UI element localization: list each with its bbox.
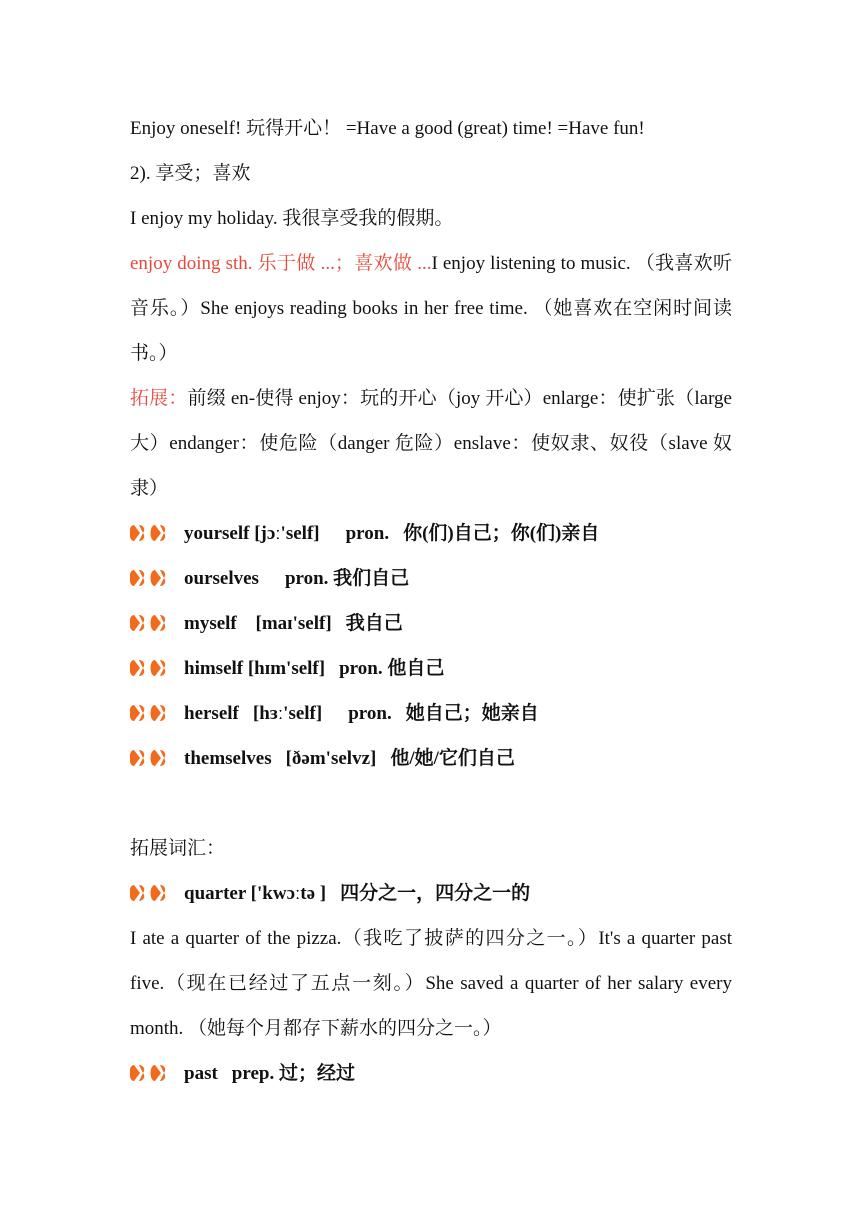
double-heart-icon — [130, 614, 184, 632]
document-body — [130, 106, 732, 1096]
text-line: Enjoy oneself! 玩得开心！ =Have a good (great) time! =Have fun! — [130, 118, 645, 139]
vocab-meaning: 她自己；她亲自 — [405, 703, 539, 724]
vocab-meaning: 我自己 — [345, 613, 403, 634]
paragraph-quarter-examples: I ate a quarter of the pizza.（我吃了披萨的四分之一。）It's a quarter past five.（现在已经过了五点一刻。）She saved a quarter of her salary every month. （她每个月都存下薪水的四分之一。） — [130, 928, 732, 1039]
vocab-entry — [130, 1051, 732, 1096]
vocab-entry — [130, 736, 732, 781]
vocab-entry — [130, 556, 732, 601]
double-heart-icon — [130, 569, 184, 587]
blank-line — [130, 781, 732, 826]
vocab-word: ourselves — [184, 568, 259, 589]
text-line: 2). 享受；喜欢 — [130, 163, 251, 184]
double-heart-icon — [130, 884, 184, 902]
vocab-pos: pron. — [345, 523, 390, 544]
vocab-meaning: 我们自己 — [333, 568, 410, 589]
vocab-entry — [130, 646, 732, 691]
vocab-phonetic: [hɜː'self] — [252, 703, 323, 724]
vocab-phonetic: [maɪ'self] — [255, 613, 332, 634]
vocab-entry — [130, 601, 732, 646]
vocab-meaning: 他/她/它们自己 — [390, 748, 515, 769]
vocab-meaning: 过；经过 — [278, 1063, 355, 1084]
paragraph-prefix-en — [130, 376, 732, 511]
double-heart-icon — [130, 704, 184, 722]
vocab-word: themselves — [184, 748, 272, 769]
vocab-word: yourself — [184, 523, 250, 544]
vocab-entry — [130, 691, 732, 736]
paragraph-text: I enjoy listening to music. （我喜欢听音乐。）She enjoys reading books in her free time. （她喜欢在空闲时间读书。） — [130, 253, 732, 364]
vocab-meaning: 你(们)自己；你(们)亲自 — [403, 523, 600, 544]
highlight-text: enjoy doing sth. 乐于做 ...；喜欢做 ... — [130, 253, 432, 274]
highlight-text: 拓展： — [130, 388, 188, 409]
section-heading: 拓展词汇： — [130, 838, 226, 859]
double-heart-icon — [130, 524, 184, 542]
vocab-word: quarter — [184, 883, 246, 904]
vocab-word: himself — [184, 658, 244, 679]
double-heart-icon — [130, 749, 184, 767]
double-heart-icon — [130, 1064, 184, 1082]
vocab-phonetic: [ðəm'selvz] — [285, 748, 377, 769]
vocab-phonetic: ['kwɔːtə ] — [250, 883, 327, 904]
paragraph-text: 前缀 en-使得 enjoy：玩的开心（joy 开心）enlarge：使扩张（large 大）endanger：使危险（danger 危险）enslave：使奴隶、奴役（slave 奴隶） — [130, 388, 732, 499]
vocab-phonetic: [hɪm'self] — [247, 658, 326, 679]
vocab-entry — [130, 511, 732, 556]
vocab-phonetic: [jɔː'self] — [254, 523, 320, 544]
vocab-entry — [130, 871, 732, 916]
vocab-word: herself — [184, 703, 239, 724]
text-line: I enjoy my holiday. 我很享受我的假期。 — [130, 208, 454, 229]
vocab-pos: prep. — [231, 1063, 275, 1084]
vocab-word: myself — [184, 613, 237, 634]
vocab-meaning: 他自己 — [387, 658, 445, 679]
vocab-meaning: 四分之一，四分之一的 — [340, 883, 531, 904]
vocab-word: past — [184, 1063, 218, 1084]
vocab-pos: pron. — [284, 568, 329, 589]
vocab-pos: pron. — [339, 658, 383, 679]
paragraph-enjoy-doing — [130, 241, 732, 376]
double-heart-icon — [130, 659, 184, 677]
vocab-pos: pron. — [348, 703, 392, 724]
